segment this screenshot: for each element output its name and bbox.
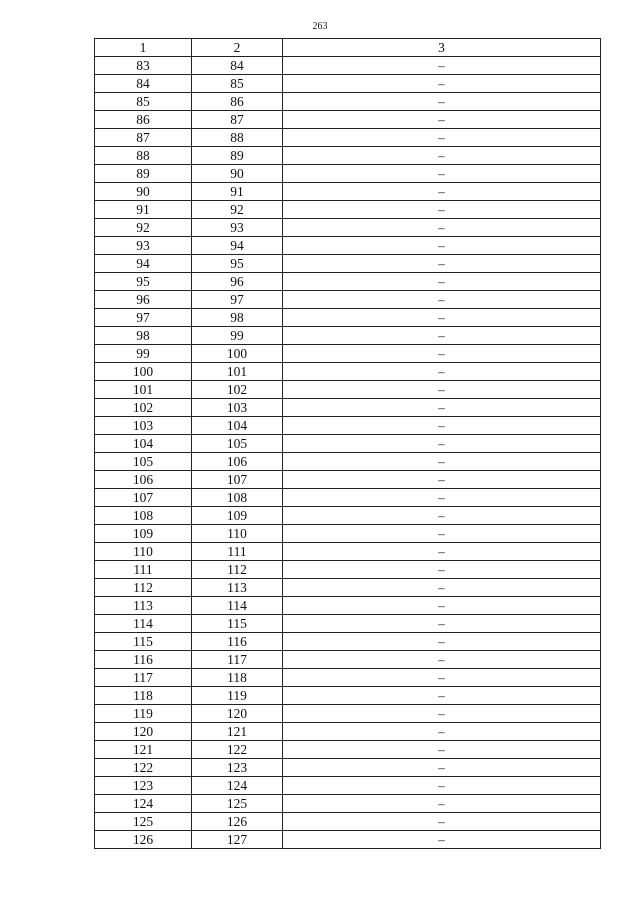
table-cell-col-2: 122 xyxy=(192,741,283,759)
table-cell-col-2: 126 xyxy=(192,813,283,831)
table-cell-col-1: 100 xyxy=(95,363,192,381)
table-cell-col-2: 110 xyxy=(192,525,283,543)
table-cell-dash: – xyxy=(283,741,601,759)
table-cell-dash: – xyxy=(283,687,601,705)
table-cell-col-2: 91 xyxy=(192,183,283,201)
table-row xyxy=(95,561,601,579)
table-row xyxy=(95,723,601,741)
table-row xyxy=(95,237,601,255)
table-cell-col-2: 124 xyxy=(192,777,283,795)
data-table xyxy=(94,38,601,849)
table-cell-col-2: 123 xyxy=(192,759,283,777)
table-cell-dash: – xyxy=(283,399,601,417)
table-cell-dash: – xyxy=(283,507,601,525)
table-cell-dash: – xyxy=(283,255,601,273)
table-cell-col-2: 106 xyxy=(192,453,283,471)
table-cell-col-2: 103 xyxy=(192,399,283,417)
table-cell-col-1: 92 xyxy=(95,219,192,237)
table-cell-dash: – xyxy=(283,147,601,165)
table-cell-col-1: 102 xyxy=(95,399,192,417)
table-row xyxy=(95,597,601,615)
table-cell-col-1: 124 xyxy=(95,795,192,813)
table-row xyxy=(95,435,601,453)
table-row xyxy=(95,327,601,345)
table-cell-col-2: 92 xyxy=(192,201,283,219)
table-cell-dash: – xyxy=(283,471,601,489)
table-cell-col-2: 94 xyxy=(192,237,283,255)
table-cell-dash: – xyxy=(283,291,601,309)
table-cell-col-1: 90 xyxy=(95,183,192,201)
table-cell-dash: – xyxy=(283,165,601,183)
table-cell-col-2: 105 xyxy=(192,435,283,453)
table-row xyxy=(95,219,601,237)
table-row xyxy=(95,831,601,849)
table-cell-col-1: 103 xyxy=(95,417,192,435)
table-cell-col-1: 91 xyxy=(95,201,192,219)
table-row xyxy=(95,291,601,309)
table-cell-col-2: 119 xyxy=(192,687,283,705)
table-row xyxy=(95,759,601,777)
table-cell-col-1: 84 xyxy=(95,75,192,93)
column-header-2: 2 xyxy=(192,39,283,57)
table-cell-col-2: 99 xyxy=(192,327,283,345)
table-cell-col-2: 116 xyxy=(192,633,283,651)
table-cell-dash: – xyxy=(283,795,601,813)
table-cell-dash: – xyxy=(283,831,601,849)
table-cell-col-1: 122 xyxy=(95,759,192,777)
table-row xyxy=(95,273,601,291)
table-cell-col-1: 120 xyxy=(95,723,192,741)
table-cell-dash: – xyxy=(283,345,601,363)
table-cell-col-1: 101 xyxy=(95,381,192,399)
table-cell-col-2: 93 xyxy=(192,219,283,237)
table-cell-col-1: 111 xyxy=(95,561,192,579)
table-cell-col-1: 106 xyxy=(95,471,192,489)
table-cell-dash: – xyxy=(283,651,601,669)
table-cell-col-1: 96 xyxy=(95,291,192,309)
table-cell-col-2: 107 xyxy=(192,471,283,489)
table-cell-dash: – xyxy=(283,183,601,201)
table-row xyxy=(95,741,601,759)
table-cell-col-1: 119 xyxy=(95,705,192,723)
table-cell-dash: – xyxy=(283,615,601,633)
table-cell-col-2: 102 xyxy=(192,381,283,399)
table-row xyxy=(95,579,601,597)
table-cell-col-1: 94 xyxy=(95,255,192,273)
table-cell-col-2: 104 xyxy=(192,417,283,435)
table-cell-dash: – xyxy=(283,579,601,597)
table-cell-col-2: 125 xyxy=(192,795,283,813)
table-cell-col-2: 113 xyxy=(192,579,283,597)
table-cell-dash: – xyxy=(283,633,601,651)
table-row xyxy=(95,93,601,111)
table-cell-col-1: 107 xyxy=(95,489,192,507)
table-cell-col-1: 112 xyxy=(95,579,192,597)
table-row xyxy=(95,669,601,687)
table-cell-col-1: 95 xyxy=(95,273,192,291)
table-cell-col-2: 111 xyxy=(192,543,283,561)
table-cell-col-2: 100 xyxy=(192,345,283,363)
table-cell-col-2: 112 xyxy=(192,561,283,579)
table-row xyxy=(95,417,601,435)
table-row xyxy=(95,507,601,525)
table-row xyxy=(95,615,601,633)
table-cell-dash: – xyxy=(283,57,601,75)
table-cell-dash: – xyxy=(283,417,601,435)
table-cell-col-2: 115 xyxy=(192,615,283,633)
table-cell-col-1: 115 xyxy=(95,633,192,651)
header-row xyxy=(95,39,601,57)
table-cell-dash: – xyxy=(283,129,601,147)
table-cell-col-1: 88 xyxy=(95,147,192,165)
table-row xyxy=(95,687,601,705)
table-cell-col-1: 97 xyxy=(95,309,192,327)
table-cell-dash: – xyxy=(283,525,601,543)
table-cell-dash: – xyxy=(283,705,601,723)
table-row xyxy=(95,471,601,489)
table-cell-col-1: 86 xyxy=(95,111,192,129)
table-row xyxy=(95,381,601,399)
table-cell-dash: – xyxy=(283,111,601,129)
table-cell-col-1: 114 xyxy=(95,615,192,633)
table-row xyxy=(95,75,601,93)
table-row xyxy=(95,165,601,183)
table-cell-col-1: 87 xyxy=(95,129,192,147)
table-cell-col-1: 109 xyxy=(95,525,192,543)
table-cell-dash: – xyxy=(283,669,601,687)
table-cell-col-2: 96 xyxy=(192,273,283,291)
table-row xyxy=(95,525,601,543)
table-row xyxy=(95,705,601,723)
table-cell-col-2: 127 xyxy=(192,831,283,849)
table-cell-dash: – xyxy=(283,543,601,561)
table-cell-dash: – xyxy=(283,489,601,507)
table-cell-col-1: 99 xyxy=(95,345,192,363)
column-header-1: 1 xyxy=(95,39,192,57)
table-cell-col-2: 95 xyxy=(192,255,283,273)
table-row xyxy=(95,111,601,129)
table-cell-col-2: 87 xyxy=(192,111,283,129)
table-cell-dash: – xyxy=(283,75,601,93)
table-cell-dash: – xyxy=(283,363,601,381)
table-row xyxy=(95,399,601,417)
table-row xyxy=(95,777,601,795)
table-cell-dash: – xyxy=(283,453,601,471)
table-cell-col-1: 125 xyxy=(95,813,192,831)
table-cell-col-2: 121 xyxy=(192,723,283,741)
table-cell-dash: – xyxy=(283,219,601,237)
table-cell-col-1: 118 xyxy=(95,687,192,705)
table-cell-col-2: 88 xyxy=(192,129,283,147)
table-cell-dash: – xyxy=(283,201,601,219)
table-cell-col-2: 109 xyxy=(192,507,283,525)
table-row xyxy=(95,453,601,471)
table-cell-dash: – xyxy=(283,561,601,579)
table-cell-col-2: 120 xyxy=(192,705,283,723)
table-cell-dash: – xyxy=(283,381,601,399)
table-cell-col-1: 98 xyxy=(95,327,192,345)
table-row xyxy=(95,795,601,813)
table-cell-col-2: 98 xyxy=(192,309,283,327)
table-cell-col-1: 85 xyxy=(95,93,192,111)
table-cell-col-1: 104 xyxy=(95,435,192,453)
table-cell-col-1: 89 xyxy=(95,165,192,183)
table-cell-col-1: 110 xyxy=(95,543,192,561)
table-cell-col-2: 90 xyxy=(192,165,283,183)
table-row xyxy=(95,129,601,147)
column-header-3: 3 xyxy=(283,39,601,57)
table-cell-dash: – xyxy=(283,723,601,741)
table-cell-col-1: 93 xyxy=(95,237,192,255)
table-cell-col-1: 83 xyxy=(95,57,192,75)
page-number: 263 xyxy=(312,21,328,32)
table-cell-col-1: 105 xyxy=(95,453,192,471)
table-cell-col-2: 118 xyxy=(192,669,283,687)
table-row xyxy=(95,363,601,381)
table-cell-dash: – xyxy=(283,813,601,831)
table-cell-col-1: 116 xyxy=(95,651,192,669)
table-cell-col-1: 121 xyxy=(95,741,192,759)
table-cell-dash: – xyxy=(283,93,601,111)
table-cell-dash: – xyxy=(283,597,601,615)
table-header xyxy=(95,39,601,57)
table-cell-col-2: 108 xyxy=(192,489,283,507)
table-cell-col-2: 117 xyxy=(192,651,283,669)
table-cell-col-2: 85 xyxy=(192,75,283,93)
table-cell-dash: – xyxy=(283,327,601,345)
table-cell-col-2: 101 xyxy=(192,363,283,381)
table-row xyxy=(95,201,601,219)
table-row xyxy=(95,345,601,363)
table-cell-col-2: 114 xyxy=(192,597,283,615)
table-cell-col-2: 86 xyxy=(192,93,283,111)
table-row xyxy=(95,489,601,507)
table-cell-col-1: 108 xyxy=(95,507,192,525)
table-row xyxy=(95,255,601,273)
table-row xyxy=(95,183,601,201)
table-cell-col-1: 113 xyxy=(95,597,192,615)
table-row xyxy=(95,813,601,831)
table-row xyxy=(95,309,601,327)
table-cell-col-1: 117 xyxy=(95,669,192,687)
table-cell-col-1: 126 xyxy=(95,831,192,849)
table-row xyxy=(95,147,601,165)
table-cell-col-1: 123 xyxy=(95,777,192,795)
table-cell-dash: – xyxy=(283,273,601,291)
table-cell-dash: – xyxy=(283,435,601,453)
table-row xyxy=(95,651,601,669)
table-cell-dash: – xyxy=(283,237,601,255)
table-cell-dash: – xyxy=(283,777,601,795)
table-row xyxy=(95,543,601,561)
table-cell-dash: – xyxy=(283,759,601,777)
table-cell-col-2: 84 xyxy=(192,57,283,75)
table-cell-dash: – xyxy=(283,309,601,327)
table-cell-col-2: 97 xyxy=(192,291,283,309)
table-row xyxy=(95,633,601,651)
table-body xyxy=(95,57,601,849)
table-cell-col-2: 89 xyxy=(192,147,283,165)
table-row xyxy=(95,57,601,75)
